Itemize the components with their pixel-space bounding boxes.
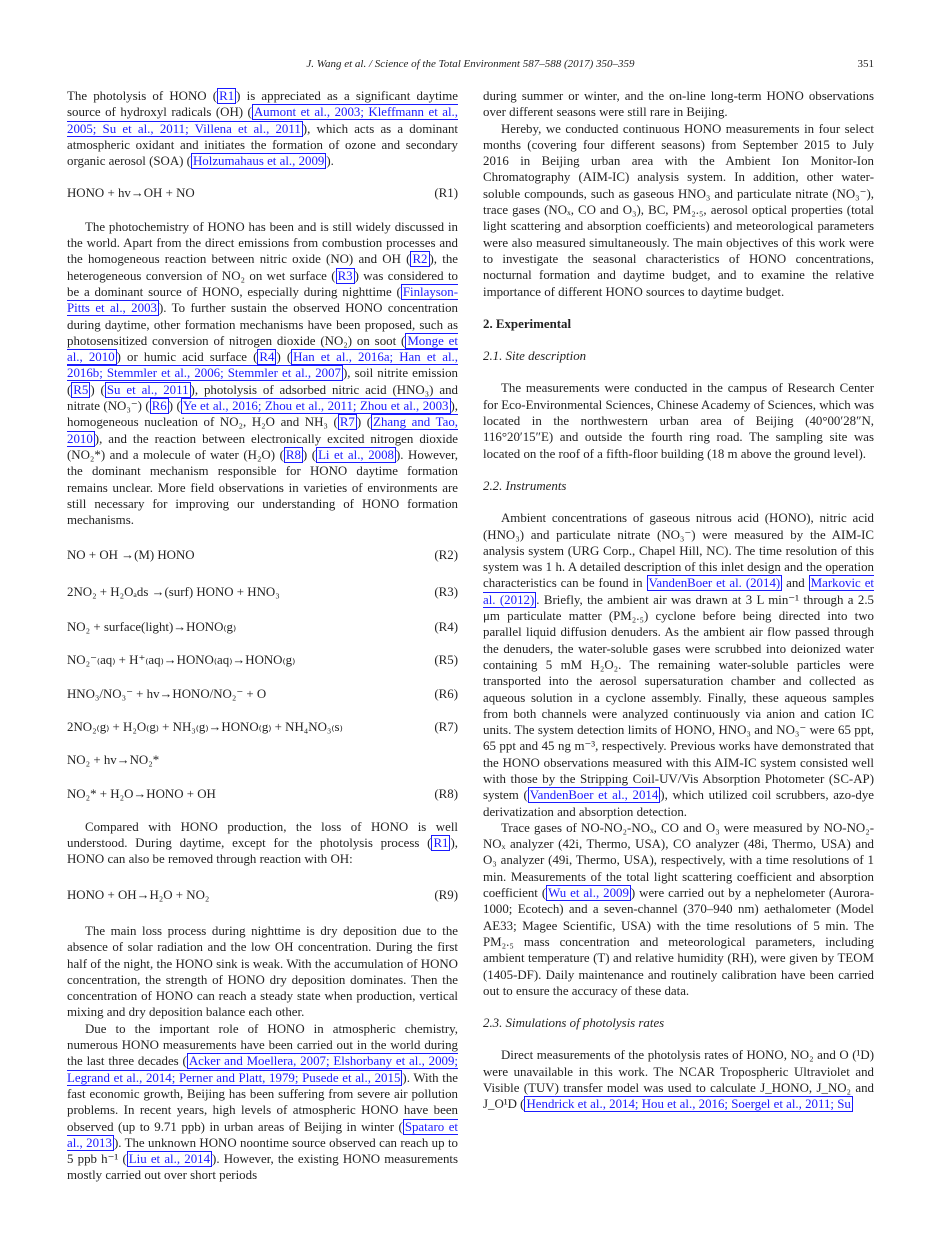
paragraph: Direct measurements of the photolysis rates of HONO, NO₂ and O (¹D) were unavailable in this work. The NCAR Tropospheric Ultraviolet and Visible (TUV) transfer model was used to calculate J_HONO, J_NO₂ and J_O¹D ( Hendrick et al., 2014; Hou et al., 2016; Soergel et al., 2011; Su <box>483 1048 874 1112</box>
paragraph: Trace gases of NO-NO₂-NOₓ, CO and O₃ were measured by NO-NO₂-NOₓ analyzer (42i, Thermo, USA), CO analyzer (48i, Thermo, USA) and O₃ analyzer (49i, Thermo, USA), respectively, with a time resolutions of 1 min. Measurements of the total light scattering coefficient and absorption coefficient ( Wu et al., 2009 ) were carried out by a nephelometer (Aurora-1000; Ecotech) and a seven-channel (370–940 nm) aethalometer (Model AE33; Magee Scientific, USA) with the time resolutions of 5 min. The PM₂.₅ mass concentration and meteorological parameters, including ambient temperature (T) and relative humidity (RH), were given by TEOM (1405-DF). Daily maintenance and routinely calibration have been carried out to ensure the accuracy of these data. <box>483 820 874 998</box>
citation-link[interactable]: Li et al., 2008 <box>318 447 394 462</box>
subsection-heading: 2.1. Site description <box>483 349 587 364</box>
paragraph: The measurements were conducted in the campus of Research Center for Eco-Environmental Sciences, Chinese Academy of Sciences, which was located in the northwestern urban area of Beijing (40°00′28″N, 116°20′15″E) and outside the fourth ring road. The sampling site was located on the roof of a fifth-floor building (18 m above the ground level). <box>483 381 874 461</box>
equation-label: (R7) <box>434 719 458 734</box>
paragraph: The photolysis of HONO ( R1 ) is appreciated as a significant daytime source of hydroxyl radicals (OH) ( Aumont et al., 2003; Kleffmann et al., 2005; Su et al., 2011; Villena et al., 2011 ), which acts as a dominant atmospheric oxidant and initiates the formation of ozone and secondary organic aerosol (SOA) ( Holzumahaus et al., 2009 ). <box>67 89 459 169</box>
citation-link[interactable]: Finlayson-Pitts et al., 2003 <box>67 284 458 316</box>
citation-link[interactable]: Acker and Moellera, 2007; Elshorbany et al., 2009; Legrand et al., 2014; Perner and Platt, 1979; Pusede et al., 2015 <box>67 1054 458 1085</box>
equation-label: (R6) <box>434 686 458 701</box>
subsection-heading: 2.3. Simulations of photolysis rates <box>483 1016 665 1031</box>
equation-label: (R5) <box>434 653 458 668</box>
running-title: J. Wang et al. / Science of the Total Environment 587–588 (2017) 350–359 <box>306 58 635 70</box>
equation-label: (R4) <box>434 620 458 635</box>
equation-group <box>67 547 458 801</box>
citation-link[interactable]: Spataro et al., 2013 <box>67 1119 458 1150</box>
citation-link[interactable]: VandenBoer et al. (2014) <box>648 576 781 591</box>
equation-label: (R8) <box>434 786 458 801</box>
right-column <box>483 88 874 1113</box>
equation-formula: HONO + hv→OH + NO <box>67 186 195 201</box>
equation-formula: 2NO₂ + H₂Oₐds →(surf) HONO + HNO₃ <box>67 584 280 599</box>
equation-label: (R1) <box>434 186 458 201</box>
subsection-heading: 2.2. Instruments <box>483 478 567 493</box>
citation-link[interactable]: Aumont et al., 2003; Kleffmann et al., 2005; Su et al., 2011; Villena et al., 2011 <box>67 105 458 136</box>
running-header <box>67 56 874 72</box>
citation-link[interactable]: VandenBoer et al., 2014 <box>529 788 659 803</box>
paragraph: Hereby, we conducted continuous HONO measurements in four select months (covering four different seasons) from September 2015 to July 2016 in Beijing urban area with the Ambient Ion Monitor-Ion Chromatography (AIM-IC) analysis system. In addition, other water-soluble compounds, such as gaseous HNO₃ and particulate nitrate (NO₃⁻), trace gases (NOₓ, CO and O₃), BC, PM₂.₅, aerosol optical properties (total light scattering and absorption coefficients) and meteorological parameters were also measured simultaneously. The main objectives of this work were to investigate the seasonal characteristics of HONO concentrations, nocturnal formation and daytime budget, and to examine the relative importance of different HONO sources to daytime budget. <box>483 121 874 299</box>
left-column <box>67 88 458 1184</box>
citation-link[interactable]: R1 <box>433 836 449 851</box>
citation-link[interactable]: R8 <box>285 447 301 462</box>
paragraph: The photochemistry of HONO has been and is still widely discussed in the world. Apart from the direct emissions from combustion processes and the homogeneous reaction between nitric oxide (NO) and OH ( R2 ), the heterogeneous conversion of NO₂ on wet surface ( R3 ) was considered to be a dominant source of HONO, especially during nighttime ( Finlayson-Pitts et al., 2003 ). To further sustain the observed HONO concentration during daytime, other formation mechanisms have been proposed, such as photosensitized conversion of nitrogen dioxide (NO₂) on soot ( Monge et al., 2010 ) or humic acid surface ( R4 ) ( Han et al., 2016a; Han et al., 2016b; Stemmler et al., 2006; Stemmler et al., 2007 ), soil nitrite emission ( R5 ) ( Su et al., 2011 ), photolysis of adsorbed nitric acid (HNO₃) and nitrate (NO₃⁻) ( R6 ) ( Ye et al., 2016; Zhou et al., 2011; Zhou et al., 2003 ), homogeneous nucleation of NO₂, H₂O and NH₃ ( R7 ) ( Zhang and Tao, 2010 ), and the reaction between electronically excited nitrogen dioxide (NO₂*) and a molecule of water (H₂O) ( R8 ) ( Li et al., 2008 ). However, the dominant mechanism responsible for HONO daytime formation remains unclear. More field observations in varieties of environments are still necessary for improving our understanding of HONO formation mechanisms. <box>67 219 459 528</box>
citation-link[interactable]: R2 <box>412 252 428 267</box>
paragraph: Ambient concentrations of gaseous nitrous acid (HONO), nitric acid (HNO₃) and particulate nitrate (NO₃⁻) were measured by the AIM-IC analysis system (URG Corp., Chapel Hill, NC). The time resolution of this system was 1 h. A detailed description of this inlet design and the operation characteristics can be found in VandenBoer et al. (2014) and Markovic et al. (2012) . Briefly, the ambient air was drawn at 3 L min⁻¹ through a 2.5 μm particulate matter (PM₂.₅) cyclone before being directed into two parallel liquid diffusion denuders. As the ambient air flow passed through the denuders, the water-soluble gases were scrubbed into deionized water containing 5 mM H₂O₂. The remaining water-soluble particles were transported into the aerosol supersaturation chamber and collected as aqueous solution in a cyclone assembly. Finally, these aqueous samples from both channels were analyzed continuously via anion and cation IC units. The system detection limits of HONO, HNO₃ and NO₃⁻ were 65 ppt, 65 ppt and 45 ng m⁻³, respectively. Previous works have demonstrated that the HONO observations measured with this AIM-IC system consisted well with those by the Stripping Coil-UV/Vis Absorption Photometer (SC-AP) system ( VandenBoer et al., 2014 ), which utilized coil scrubbers, azo-dye derivatization and absorption detection. <box>483 511 875 819</box>
equation-formula: NO₂* + H₂O→HONO + OH <box>67 786 216 801</box>
citation-link[interactable]: Liu et al., 2014 <box>128 1152 211 1167</box>
section-heading: 2. Experimental <box>483 316 572 331</box>
citation-link[interactable]: Ye et al., 2016; Zhou et al., 2011; Zhou et al., 2003 <box>182 399 449 414</box>
citation-link[interactable]: Han et al., 2016a; Han et al., 2016b; Stemmler et al., 2006; Stemmler et al., 2007 <box>67 350 458 381</box>
equation-label: (R2) <box>434 548 458 563</box>
equation-label: (R3) <box>434 584 458 599</box>
page-number: 351 <box>857 58 874 70</box>
citation-link[interactable]: Hendrick et al., 2014; Hou et al., 2016; Soergel et al., 2011; Su <box>526 1097 851 1112</box>
equation-formula: HONO + OH→H₂O + NO₂ <box>67 887 210 902</box>
citation-link[interactable]: R1 <box>219 89 235 103</box>
paragraph: The main loss process during nighttime is dry deposition due to the absence of solar radiation and the low OH concentration. During the first half of the night, the HONO sink is weak. With the accumulation of HONO concentration, the strength of HONO dry deposition dominates. Then the concentration of HONO can reach a steady state when production, vertical mixing and dry deposition balance each other. <box>67 923 458 1020</box>
paragraph: during summer or winter, and the on-line long-term HONO observations over different seasons were still rare in Beijing. <box>483 89 874 120</box>
citation-link[interactable]: Zhang and Tao, 2010 <box>67 415 459 446</box>
citation-link[interactable]: Wu et al., 2009 <box>548 886 629 901</box>
citation-link[interactable]: Markovic et al. (2012) <box>483 576 874 607</box>
citation-link[interactable]: Holzumahaus et al., 2009 <box>192 154 325 169</box>
citation-link[interactable]: R4 <box>259 350 275 365</box>
citation-link[interactable]: Monge et al., 2010 <box>67 333 458 365</box>
citation-link[interactable]: R7 <box>339 415 355 430</box>
equation-label: (R9) <box>434 887 458 902</box>
paragraph: Compared with HONO production, the loss of HONO is well understood. During daytime, except for the photolysis process ( R1 ), HONO can also be removed through reaction with OH: <box>67 819 458 867</box>
equation-r9 <box>67 887 458 903</box>
citation-link[interactable]: R5 <box>73 382 89 397</box>
equation-formula: NO₂ + surface(light)→HONO₍g₎ <box>67 620 237 635</box>
equation-formula: NO + OH →(M) HONO <box>67 548 195 563</box>
equation-r1 <box>67 185 458 201</box>
citation-link[interactable]: Su et al., 2011 <box>106 382 189 397</box>
equation-formula: 2NO₂₍g₎ + H₂O₍g₎ + NH₃₍g₎→HONO₍g₎ + NH₄NO₃₍s₎ <box>67 719 343 734</box>
equation-formula: NO₂ + hv→NO₂* <box>67 753 160 768</box>
equation-formula: NO₂⁻₍aq₎ + H⁺₍aq₎→HONO₍aq₎→HONO₍g₎ <box>67 653 296 668</box>
citation-link[interactable]: R6 <box>151 399 167 414</box>
citation-link[interactable]: R3 <box>337 268 353 283</box>
paragraph: Due to the important role of HONO in atmospheric chemistry, numerous HONO measurements have been carried out in the world during the last three decades ( Acker and Moellera, 2007; Elshorbany et al., 2009; Legrand et al., 2014; Perner and Platt, 1979; Pusede et al., 2015 ). With the fast economic growth, Beijing has been suffering from severe air pollution problems. In recent years, high levels of atmospheric HONO have been observed (up to 9.71 ppb) in urban areas of Beijing in winter ( Spataro et al., 2013 ). The unknown HONO noontime source observed can reach up to 5 ppb h⁻¹ ( Liu et al., 2014 ). However, the existing HONO measurements mostly carried out over short periods <box>67 1021 459 1183</box>
equation-formula: HNO₃/NO₃⁻ + hv→HONO/NO₂⁻ + O <box>67 686 267 701</box>
